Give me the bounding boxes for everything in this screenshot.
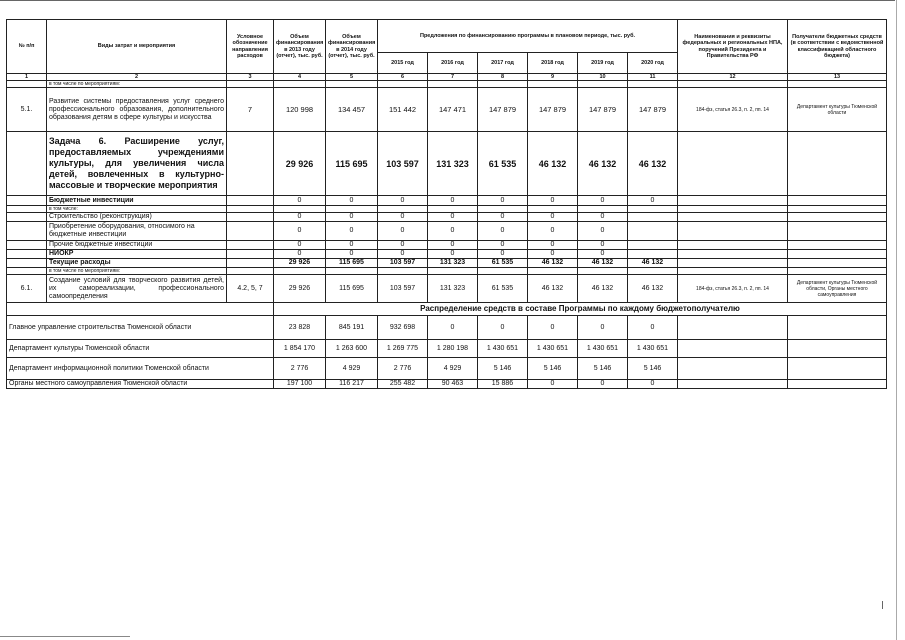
row-name: Создание условий для творческого развития детей, их самореализации, профессионального самоопределения (47, 275, 227, 303)
npa-cell: 184-фз, статья 26.3, п. 2, пп. 14 (678, 275, 788, 303)
value-cell: 0 (274, 250, 326, 259)
recipient-name: Органы местного самоуправления Тюменской области (7, 380, 274, 389)
header-plan-period: Предложения по финансированию программы в плановом периоде, тыс. руб. (378, 20, 678, 53)
value-cell: 2 776 (274, 358, 326, 380)
value-cell: 0 (578, 380, 628, 389)
header-npa: Наименования и реквизиты федеральных и региональных НПА, поручений Президента и Правительства РФ (678, 20, 788, 74)
value-cell: 0 (274, 241, 326, 250)
breakdown-name: в том числе: (47, 206, 227, 213)
value-cell: 197 100 (274, 380, 326, 389)
value-cell: 151 442 (378, 88, 428, 132)
value-cell: 0 (578, 316, 628, 340)
breakdown-name: Текущие расходы (47, 259, 227, 268)
column-number: 5 (326, 74, 378, 81)
header-year: 2020 год (628, 53, 678, 74)
row-number: 6.1. (7, 275, 47, 303)
value-cell: 845 191 (326, 316, 378, 340)
value-cell: 0 (528, 222, 578, 241)
value-cell: 5 146 (628, 358, 678, 380)
value-cell: 4 929 (428, 358, 478, 380)
column-number: 13 (788, 74, 887, 81)
breakdown-row (7, 250, 887, 259)
value-cell: 131 323 (428, 275, 478, 303)
value-cell: 0 (428, 213, 478, 222)
note-row (7, 268, 887, 275)
row-name: Развитие системы предоставления услуг среднего профессионального образования, дополнительного образования детям в сфере культуры и искусства (47, 88, 227, 132)
value-cell: 0 (528, 380, 578, 389)
column-number: 4 (274, 74, 326, 81)
value-cell: 0 (578, 250, 628, 259)
value-cell: 0 (578, 213, 628, 222)
value-cell: 0 (478, 213, 528, 222)
value-cell: 147 879 (478, 88, 528, 132)
header-year: 2017 год (478, 53, 528, 74)
npa-cell: 184-фз, статья 26.3, п. 2, пп. 14 (678, 88, 788, 132)
recipient-row (7, 316, 887, 340)
value-cell: 147 879 (628, 88, 678, 132)
task-6-row (7, 132, 887, 196)
scan-edge-bottom (0, 636, 130, 637)
value-cell: 147 879 (528, 88, 578, 132)
row-code: 7 (227, 88, 274, 132)
value-cell: 0 (478, 222, 528, 241)
value-cell: 23 828 (274, 316, 326, 340)
breakdown-row (7, 196, 887, 206)
value-cell: 0 (628, 380, 678, 389)
distribution-title: Распределение средств в составе Программы по каждому бюджетополучателю (274, 303, 887, 316)
recipient-row (7, 358, 887, 380)
value-cell: 46 132 (528, 259, 578, 268)
value-cell: 1 280 198 (428, 340, 478, 358)
breakdown-row (7, 259, 887, 268)
column-number: 8 (478, 74, 528, 81)
value-cell: 932 698 (378, 316, 428, 340)
value-cell: 90 463 (428, 380, 478, 389)
value-cell: 46 132 (578, 259, 628, 268)
value-cell: 0 (428, 316, 478, 340)
value-cell: 0 (428, 241, 478, 250)
task-name: Задача 6. Расширение услуг, предоставляемых учреждениями культуры, для увеличения числа детей, вовлеченных в культурно-массовые и творческие мероприятия (47, 132, 227, 196)
value-cell: 0 (326, 196, 378, 206)
program-financing-table (6, 19, 887, 389)
value-cell: 120 998 (274, 88, 326, 132)
value-cell: 0 (528, 250, 578, 259)
header-2013: Объем финансирования в 2013 году (отчет), тыс. руб. (274, 20, 326, 74)
value-cell: 116 217 (326, 380, 378, 389)
breakdown-name: Бюджетные инвестиции (47, 196, 227, 206)
breakdown-name: НИОКР (47, 250, 227, 259)
value-cell: 1 430 651 (528, 340, 578, 358)
breakdown-row (7, 241, 887, 250)
value-cell: 0 (326, 250, 378, 259)
value-cell: 0 (478, 241, 528, 250)
value-cell: 46 132 (528, 275, 578, 303)
value-cell: 0 (528, 316, 578, 340)
scan-mark (882, 601, 883, 609)
value-cell: 46 132 (578, 275, 628, 303)
value-cell: 0 (274, 196, 326, 206)
value-cell: 46 132 (578, 132, 628, 196)
scan-edge-top (0, 0, 895, 1)
column-number: 6 (378, 74, 428, 81)
value-cell: 0 (528, 196, 578, 206)
value-cell: 0 (478, 196, 528, 206)
value-cell: 0 (578, 241, 628, 250)
note-text: в том числе по мероприятиям: (47, 268, 227, 275)
value-cell: 103 597 (378, 132, 428, 196)
value-cell: 1 854 170 (274, 340, 326, 358)
header-2014: Объем финансирования в 2014 году (отчет), тыс. руб. (326, 20, 378, 74)
value-cell: 0 (478, 250, 528, 259)
column-number: 7 (428, 74, 478, 81)
value-cell: 0 (274, 222, 326, 241)
breakdown-row (7, 206, 887, 213)
value-cell: 134 457 (326, 88, 378, 132)
value-cell: 1 430 651 (628, 340, 678, 358)
value-cell: 131 323 (428, 259, 478, 268)
value-cell: 29 926 (274, 275, 326, 303)
value-cell: 131 323 (428, 132, 478, 196)
value-cell: 0 (428, 196, 478, 206)
header-year: 2016 год (428, 53, 478, 74)
table-row-5-1 (7, 88, 887, 132)
note-text: в том числе по мероприятиям: (47, 81, 227, 88)
value-cell: 1 263 600 (326, 340, 378, 358)
value-cell: 0 (528, 241, 578, 250)
column-number: 10 (578, 74, 628, 81)
value-cell: 0 (378, 250, 428, 259)
value-cell: 2 776 (378, 358, 428, 380)
value-cell: 1 269 775 (378, 340, 428, 358)
value-cell: 1 430 651 (578, 340, 628, 358)
value-cell: 0 (578, 196, 628, 206)
breakdown-name: Строительство (реконструкция) (47, 213, 227, 222)
table-header-row (7, 20, 887, 53)
header-recipient: Получатели бюджетных средств (в соответствии с ведомственной классификацией областного бюджета) (788, 20, 887, 74)
value-cell: 46 132 (528, 132, 578, 196)
value-cell: 61 535 (478, 132, 528, 196)
value-cell: 4 929 (326, 358, 378, 380)
row-number: 5.1. (7, 88, 47, 132)
column-number: 3 (227, 74, 274, 81)
distribution-title-row (7, 303, 887, 316)
header-name: Виды затрат и мероприятия (47, 20, 227, 74)
breakdown-row (7, 222, 887, 241)
value-cell: 0 (274, 213, 326, 222)
value-cell: 115 695 (326, 259, 378, 268)
value-cell: 0 (378, 196, 428, 206)
value-cell: 103 597 (378, 275, 428, 303)
value-cell: 115 695 (326, 275, 378, 303)
note-row (7, 81, 887, 88)
value-cell: 5 146 (528, 358, 578, 380)
header-year: 2018 год (528, 53, 578, 74)
value-cell: 0 (628, 316, 678, 340)
column-number: 1 (7, 74, 47, 81)
scan-edge-right (896, 0, 897, 640)
value-cell: 0 (428, 250, 478, 259)
value-cell: 29 926 (274, 259, 326, 268)
value-cell: 0 (326, 213, 378, 222)
value-cell: 0 (528, 213, 578, 222)
value-cell: 5 146 (478, 358, 528, 380)
column-number: 11 (628, 74, 678, 81)
header-year: 2019 год (578, 53, 628, 74)
column-numbers-row (7, 74, 887, 81)
value-cell: 255 482 (378, 380, 428, 389)
value-cell: 103 597 (378, 259, 428, 268)
breakdown-row (7, 213, 887, 222)
row-code: 4.2, 5, 7 (227, 275, 274, 303)
budget-table-sheet (6, 19, 886, 389)
recipient-name: Департамент информационной политики Тюменской области (7, 358, 274, 380)
value-cell: 46 132 (628, 275, 678, 303)
value-cell: 29 926 (274, 132, 326, 196)
value-cell: 0 (378, 222, 428, 241)
value-cell: 15 886 (478, 380, 528, 389)
header-year: 2015 год (378, 53, 428, 74)
recipient-row (7, 380, 887, 389)
header-code: Условное обозначение направления расходов (227, 20, 274, 74)
recipient-name: Департамент культуры Тюменской области (7, 340, 274, 358)
value-cell: 0 (628, 196, 678, 206)
value-cell: 61 535 (478, 275, 528, 303)
value-cell: 147 471 (428, 88, 478, 132)
column-number: 2 (47, 74, 227, 81)
value-cell: 0 (578, 222, 628, 241)
value-cell: 46 132 (628, 259, 678, 268)
recipient-cell: Департамент культуры Тюменской области, Органы местного самоуправления (788, 275, 887, 303)
value-cell: 0 (378, 213, 428, 222)
table-row-6-1 (7, 275, 887, 303)
column-number: 12 (678, 74, 788, 81)
value-cell: 0 (428, 222, 478, 241)
value-cell: 5 146 (578, 358, 628, 380)
recipient-cell: Департамент культуры Тюменской области (788, 88, 887, 132)
value-cell: 1 430 651 (478, 340, 528, 358)
value-cell: 0 (378, 241, 428, 250)
column-number: 9 (528, 74, 578, 81)
breakdown-name: Приобретение оборудования, относимого на бюджетные инвестиции (47, 222, 227, 241)
value-cell: 0 (478, 316, 528, 340)
value-cell: 61 535 (478, 259, 528, 268)
recipient-row (7, 340, 887, 358)
breakdown-name: Прочие бюджетные инвестиции (47, 241, 227, 250)
header-no: № п/п (7, 20, 47, 74)
value-cell: 0 (326, 241, 378, 250)
value-cell: 147 879 (578, 88, 628, 132)
value-cell: 115 695 (326, 132, 378, 196)
recipient-name: Главное управление строительства Тюменской области (7, 316, 274, 340)
value-cell: 0 (326, 222, 378, 241)
value-cell: 46 132 (628, 132, 678, 196)
